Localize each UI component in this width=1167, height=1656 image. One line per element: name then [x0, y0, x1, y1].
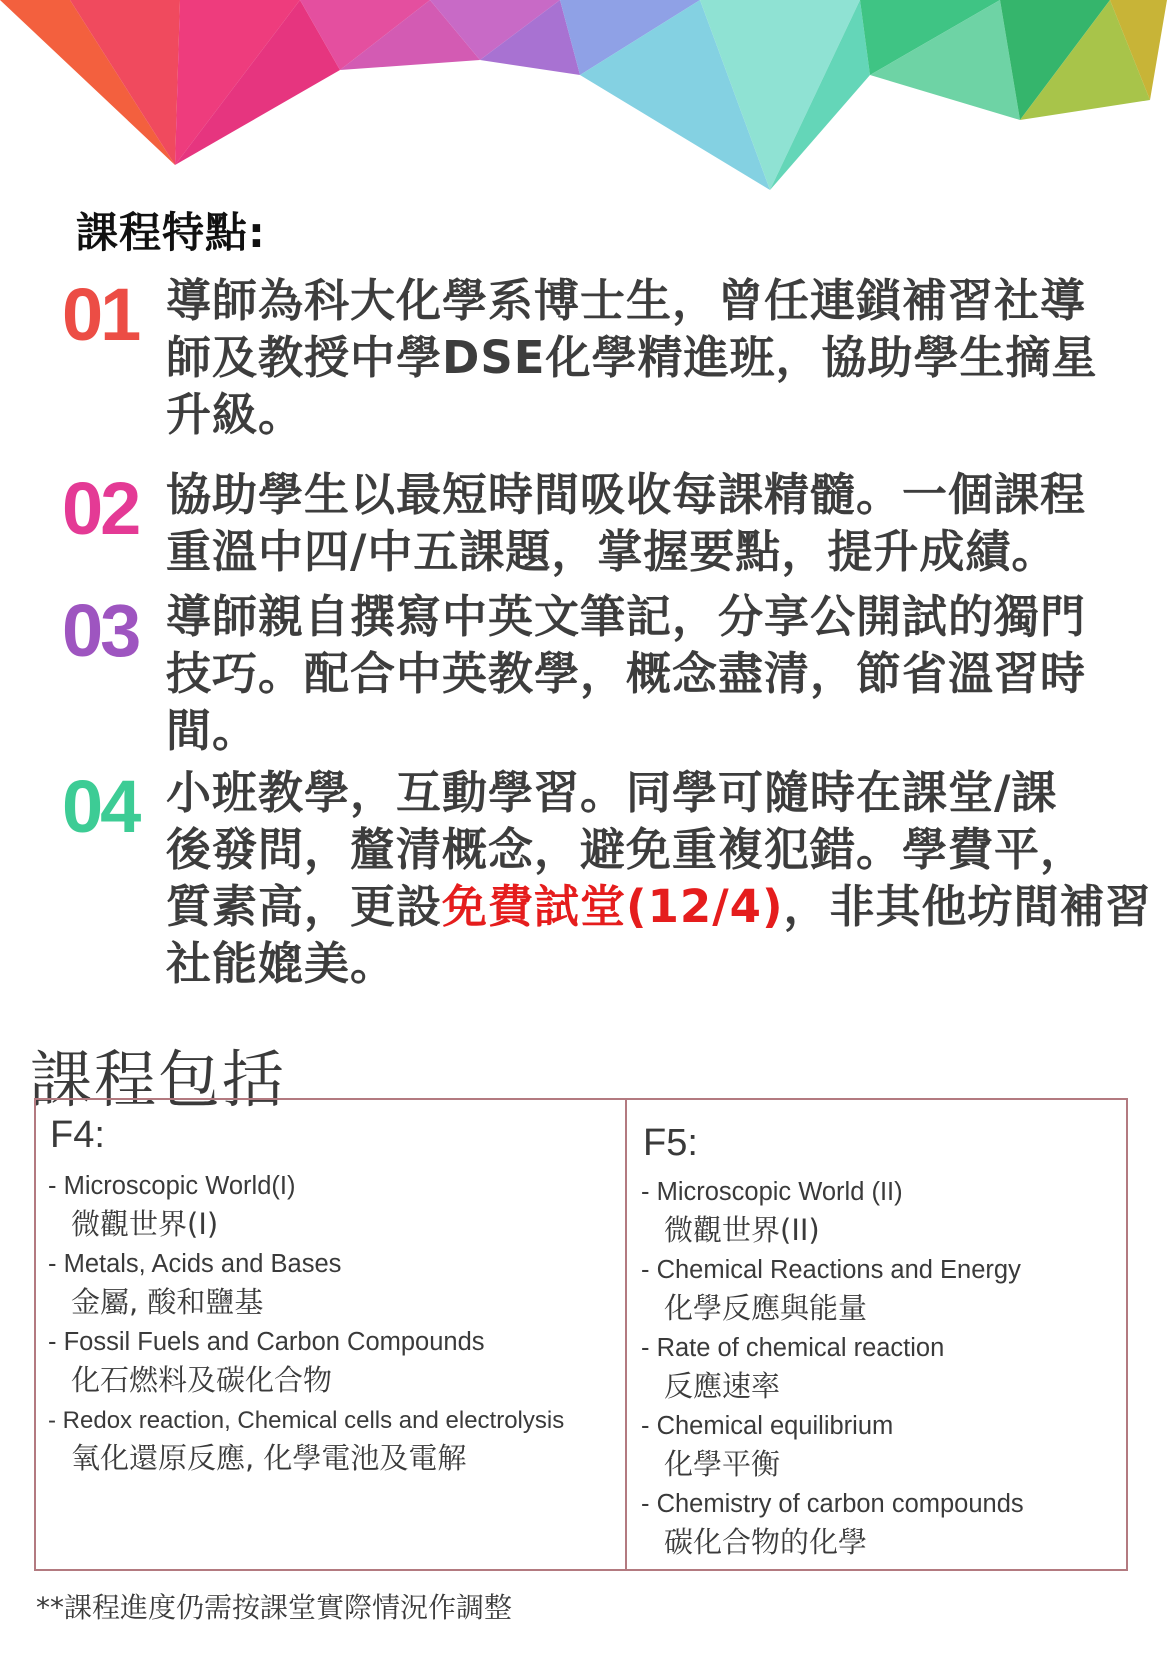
course-name-en: - Chemistry of carbon compounds [641, 1490, 1024, 1518]
feature-number: 01 [62, 273, 139, 356]
course-name-en: - Metals, Acids and Bases [48, 1250, 342, 1278]
course-name-en: - Microscopic World(I) [48, 1172, 296, 1200]
course-name-zh: 微觀世界(II) [664, 1213, 820, 1247]
feature-line: 間。 [166, 704, 259, 757]
course-item [641, 1330, 1024, 1405]
course-item [641, 1486, 1024, 1561]
course-name-zh: 碳化合物的化學 [664, 1525, 868, 1559]
course-name-zh: 微觀世界(I) [71, 1207, 219, 1241]
feature-line: 小班教學，互動學習。同學可隨時在課堂/課 [166, 766, 1058, 819]
feature-number: 03 [62, 589, 139, 672]
course-includes-title: 課程包括 [30, 1043, 287, 1116]
course-name-en: - Redox reaction, Chemical cells and electrolysis [48, 1407, 565, 1434]
f4-course-list [48, 1168, 564, 1480]
features-title: 課程特點: [76, 208, 266, 257]
course-name-en: - Microscopic World (II) [641, 1178, 903, 1206]
feature-text [166, 272, 1166, 443]
f4-heading: F4: [50, 1114, 105, 1156]
course-name-zh: 金屬, 酸和鹽基 [71, 1285, 264, 1319]
course-name-zh: 反應速率 [664, 1369, 781, 1403]
feature-line: 升級。 [166, 388, 305, 441]
feature-line: 質素高，更設 [166, 880, 443, 933]
feature-line: 社能媲美。 [166, 937, 397, 990]
feature-number: 04 [62, 765, 139, 848]
course-name-zh: 化學平衡 [664, 1447, 781, 1481]
course-item [48, 1402, 564, 1477]
f5-course-list [641, 1174, 1024, 1564]
schedule-note: **課程進度仍需按課堂實際情況作調整 [36, 1591, 513, 1624]
feature-text [166, 466, 1166, 580]
course-name-en: - Rate of chemical reaction [641, 1334, 945, 1362]
course-item [641, 1252, 1024, 1327]
course-item [641, 1174, 1024, 1249]
decorative-polygon-banner [0, 0, 1167, 195]
feature-line: 導師親自撰寫中英文筆記，分享公開試的獨門 [166, 590, 1087, 643]
feature-line: 協助學生以最短時間吸收每課精髓。一個課程 [166, 468, 1087, 521]
free-trial-highlight: 免費試堂(12/4) [442, 880, 784, 933]
course-name-en: - Chemical Reactions and Energy [641, 1256, 1021, 1284]
feature-line: 導師為科大化學系博士生，曾任連鎖補習社導 [166, 274, 1087, 327]
feature-text [166, 588, 1166, 759]
feature-line: ，非其他坊間補習 [783, 880, 1152, 933]
column-divider [625, 1100, 627, 1569]
feature-line: 後發問，釐清概念，避免重複犯錯。學費平， [166, 823, 1087, 876]
feature-number: 02 [62, 467, 139, 550]
course-item [48, 1324, 564, 1399]
course-item [48, 1246, 564, 1321]
feature-line: 技巧。配合中英教學，概念盡清，節省溫習時 [166, 647, 1087, 700]
course-name-en: - Fossil Fuels and Carbon Compounds [48, 1328, 485, 1356]
feature-line: 重溫中四/中五課題，掌握要點，提升成績。 [166, 525, 1058, 578]
feature-text [166, 764, 1166, 992]
course-name-zh: 化石燃料及碳化合物 [71, 1363, 333, 1397]
feature-line: 師及教授中學DSE化學精進班，協助學生摘星 [166, 331, 1098, 384]
course-name-zh: 化學反應與能量 [664, 1291, 868, 1325]
course-name-en: - Chemical equilibrium [641, 1412, 894, 1440]
course-item [48, 1168, 564, 1243]
course-name-zh: 氧化還原反應, 化學電池及電解 [71, 1441, 467, 1475]
course-item [641, 1408, 1024, 1483]
course-table [34, 1098, 1128, 1571]
f5-heading: F5: [643, 1122, 698, 1164]
